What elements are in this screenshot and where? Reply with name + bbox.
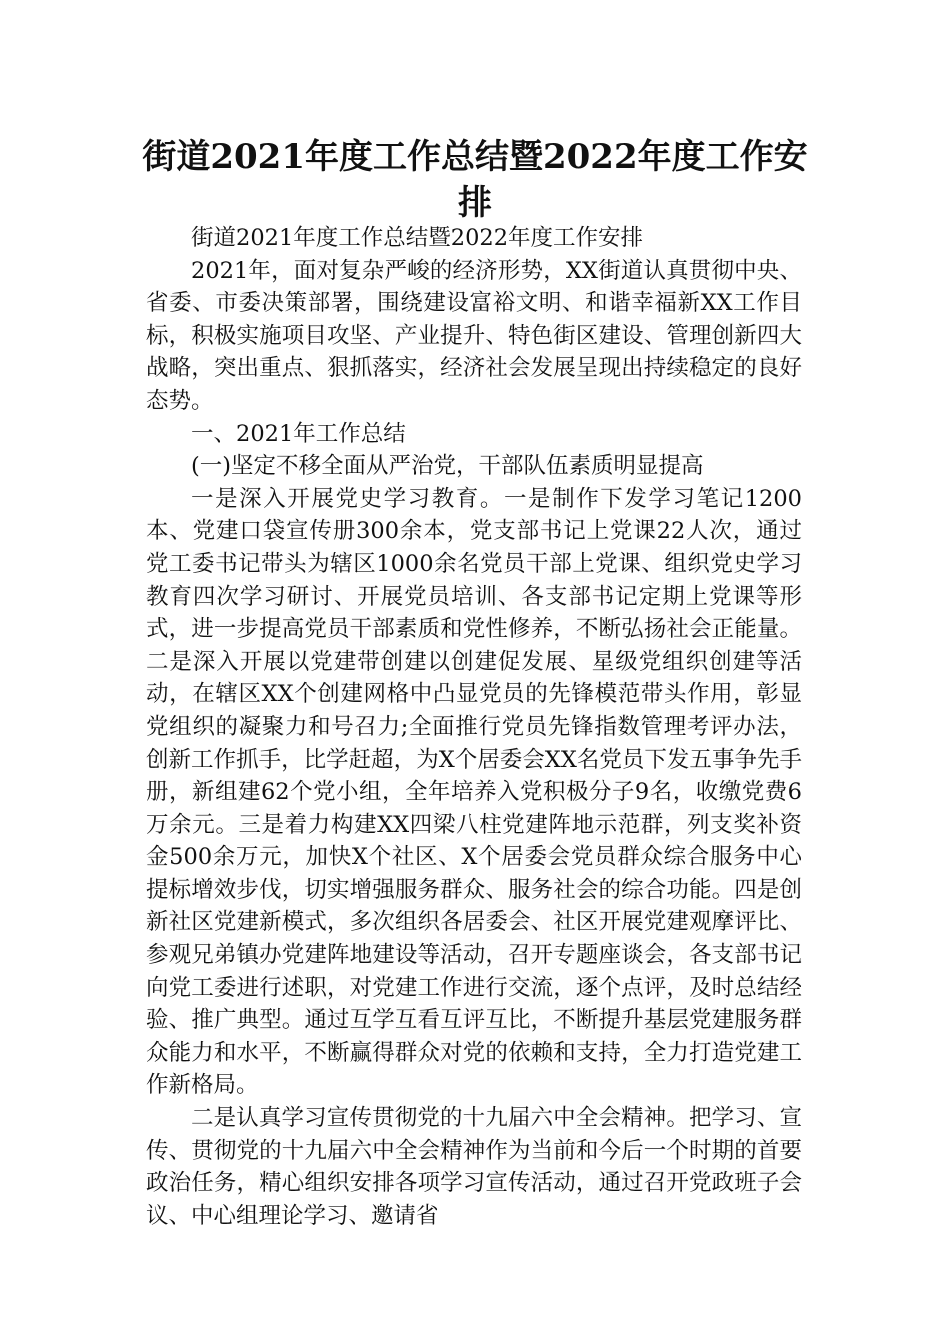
paragraph-intro: 2021年，面对复杂严峻的经济形势，XX街道认真贯彻中央、省委、市委决策部署，围绕建设富裕文明、和谐幸福新XX工作目标，积极实施项目攻坚、产业提升、特色街区建设、管理创新四大战略，突出重点、狠抓落实，经济社会发展呈现出持续稳定的良好态势。 xyxy=(146,257,802,414)
paragraph-plenary-session: 二是认真学习宣传贯彻党的十九届六中全会精神。把学习、宣传、贯彻党的十九届六中全会精神作为当前和今后一个时期的首要政治任务，精心组织安排各项学习宣传活动，通过召开党政班子会议、中心组理论学习、邀请省 xyxy=(146,1105,802,1229)
subsection-heading: (一)坚定不移全面从严治党，干部队伍素质明显提高 xyxy=(191,453,704,480)
paragraph-party-history: 一是深入开展党史学习教育。一是制作下发学习笔记1200本、党建口袋宣传册300余本，党支部书记上党课22人次，通过党工委书记带头为辖区1000余名党员干部上党课、组织党史学习教育四次学习研讨、开展党员培训、各支部书记定期上党课等形式，进一步提高党员干部素质和党性修养，不断弘扬社会正能量。二是深入开展以党建带创建以创建促发展、星级党组织创建等活动，在辖区XX个创建网格中凸显党员的先锋模范带头作用，彰显党组织的凝聚力和号召力;全面推行党员先锋指数管理考评办法，创新工作抓手，比学赶超，为X个居委会XX名党员下发五事争先手册，新组建62个党小组，全年培养入党积极分子9名，收缴党费6万余元。三是着力构建XX四梁八柱党建阵地示范群，列支奖补资金500余万元，加快X个社区、X个居委会党员群众综合服务中心提标增效步伐，切实增强服务群众、服务社会的综合功能。四是创新社区党建新模式，多次组织各居委会、社区开展党建观摩评比、参观兄弟镇办党建阵地建设等活动，召开专题座谈会，各支部书记向党工委进行述职，对党建工作进行交流，逐个点评，及时总结经验、推广典型。通过互学互看互评互比，不断提升基层党建服务群众能力和水平，不断赢得群众对党的依赖和支持，全力打造党建工作新格局。 xyxy=(146,485,802,1099)
document-title: 街道2021年度工作总结暨2022年度工作安排 xyxy=(142,137,808,223)
section-heading: 一、2021年工作总结 xyxy=(191,420,406,447)
paragraph-heading-repeat: 街道2021年度工作总结暨2022年度工作安排 xyxy=(191,225,644,251)
document-body xyxy=(146,222,802,1232)
